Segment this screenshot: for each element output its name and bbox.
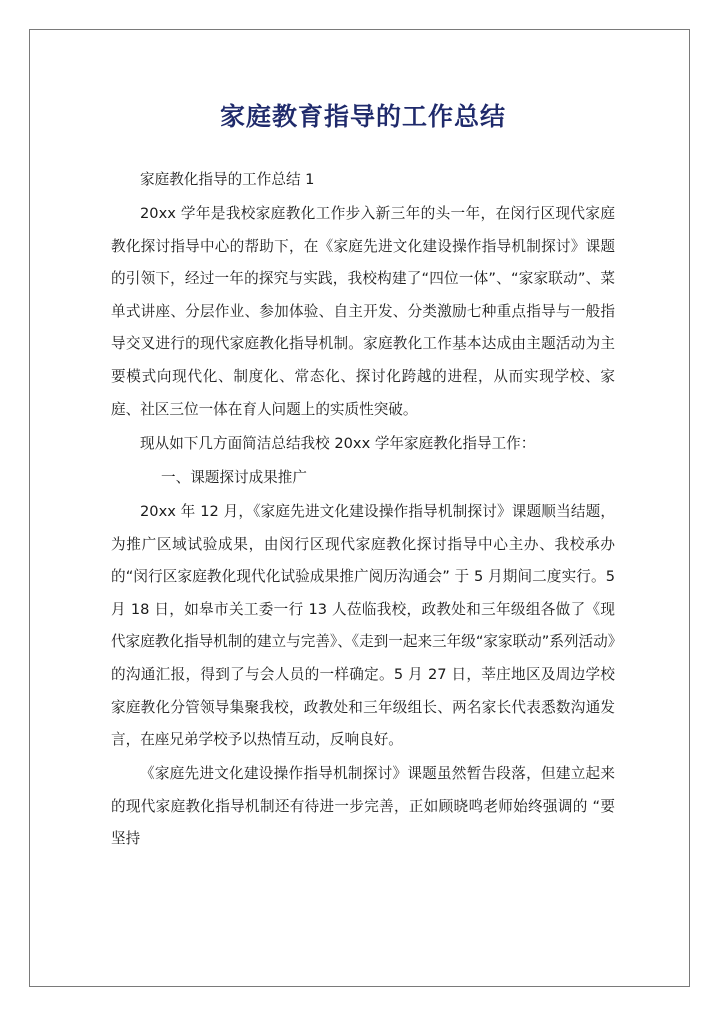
paragraph-summary-lead: 现从如下几方面简洁总结我校 20xx 学年家庭教化指导工作：	[140, 434, 536, 452]
paragraph-section-one: 20xx 年 12 月，《家庭先进文化建设操作指导机制探讨》课题顺当结题，为推广区域试验成果，由闵行区现代家庭教化探讨指导中心主办、我校承办的“闵行区家庭教化现代化试验成果推广阅历沟通会” 于 5 月期间二度实行。5 月 18 日，如皋市关工委一行 13 人莅临我校，政教处和三年级组各做了《现代家庭教化指导机制的建立与完善》、《走到一起来三年级“家家联动”系列活动》的沟通汇报，得到了与会人员的一样确定。5 月 27 日，莘庄地区及周边学校家庭教化分管领导集聚我校，政教处和三年级组长、两名家长代表悉数沟通发言，在座兄弟学校予以热情互动，反响良好。	[111, 502, 616, 749]
section-heading: 一、课题探讨成果推广	[161, 468, 307, 486]
paragraph-continuation: 《家庭先进文化建设操作指导机制探讨》课题虽然暂告段落，但建立起来的现代家庭教化指导机制还有待进一步完善，正如顾晓鸣老师始终强调的 “要坚持	[111, 765, 615, 848]
document-title: 家庭教育指导的工作总结	[219, 102, 506, 131]
paragraph-subtitle: 家庭教化指导的工作总结 1	[140, 171, 315, 188]
document-body	[111, 100, 615, 857]
paragraph-intro: 20xx 学年是我校家庭教化工作步入新三年的头一年，在闵行区现代家庭教化探讨指导中心的帮助下，在《家庭先进文化建设操作指导机制探讨》课题的引领下，经过一年的探究与实践，我校构建了“四位一体”、“家家联动”、菜单式讲座、分层作业、参加体验、自主开发、分类激励七种重点指导与一般指导交叉进行的现代家庭教化指导机制。家庭教化工作基本达成由主题活动为主要模式向现代化、制度化、常态化、探讨化跨越的进程，从而实现学校、家庭、社区三位一体在育人问题上的实质性突破。	[111, 205, 615, 418]
